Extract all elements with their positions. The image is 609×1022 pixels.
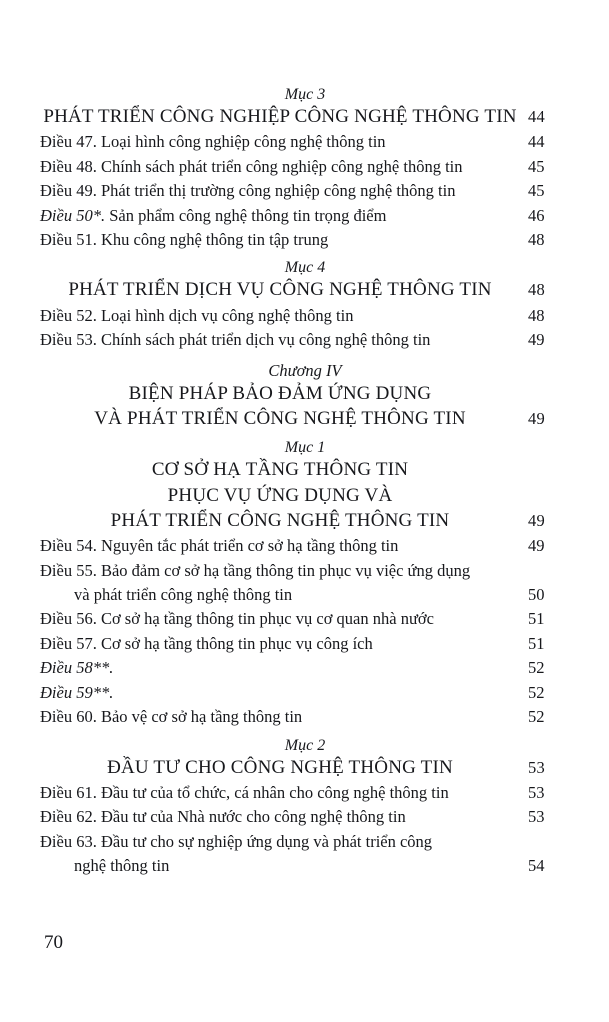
toc-entry-page: 49 <box>528 330 545 350</box>
toc-entry-text[interactable]: Điều 61. Đầu tư của tổ chức, cá nhân cho công nghệ thông tin <box>40 782 449 802</box>
toc-entry <box>40 681 570 704</box>
toc-entry-page: 48 <box>528 305 545 325</box>
toc-entry-text[interactable]: Điều 62. Đầu tư của Nhà nước cho công nghệ thông tin <box>40 807 406 827</box>
section-label-muc: Mục 2 <box>284 736 326 754</box>
toc-heading-text: PHỤC VỤ ỨNG DỤNG VÀ <box>167 484 393 506</box>
toc-entry-text[interactable]: Điều 54. Nguyên tắc phát triển cơ sở hạ tầng thông tin <box>40 536 399 556</box>
toc-entry-text[interactable]: Điều 51. Khu công nghệ thông tin tập trung <box>40 230 329 249</box>
table-of-contents <box>40 78 570 878</box>
toc-entry <box>40 155 570 178</box>
toc-entry-text[interactable]: Điều 57. Cơ sở hạ tầng thông tin phục vụ công ích <box>40 633 373 653</box>
toc-entry-page: 51 <box>528 609 545 629</box>
toc-heading <box>40 756 570 780</box>
toc-heading-text: PHÁT TRIỂN DỊCH VỤ CÔNG NGHỆ THÔNG TIN <box>68 279 492 301</box>
toc-entry-page: 51 <box>528 633 545 653</box>
section-label-muc: Mục 4 <box>284 259 326 277</box>
toc-entry-text[interactable]: Điều 56. Cơ sở hạ tầng thông tin phục vụ cơ quan nhà nước <box>40 609 434 629</box>
toc-entry-page: 52 <box>528 682 545 702</box>
toc-entry <box>40 656 570 679</box>
toc-heading-text: CƠ SỞ HẠ TẦNG THÔNG TIN <box>151 459 409 481</box>
toc-entry-continuation <box>40 583 570 606</box>
toc-entry-text[interactable]: và phát triển công nghệ thông tin <box>74 584 293 604</box>
toc-heading <box>40 278 570 302</box>
toc-entry-text[interactable]: Điều 60. Bảo vệ cơ sở hạ tầng thông tin <box>40 707 303 727</box>
toc-entry <box>40 559 570 582</box>
toc-entry-page: 52 <box>528 658 545 678</box>
toc-entry-continuation <box>40 854 570 877</box>
toc-heading <box>40 382 570 406</box>
toc-entry <box>40 830 570 853</box>
toc-entry-page: 52 <box>528 707 545 727</box>
toc-entry-text[interactable] <box>40 204 520 227</box>
toc-entry <box>40 179 570 202</box>
toc-entry-page: 44 <box>528 132 545 152</box>
toc-entry-text[interactable]: Điều 58**. <box>40 658 114 678</box>
toc-entry-lead: Điều 50*. <box>40 205 106 225</box>
toc-entry-page: 44 <box>528 107 545 126</box>
section-label-chuong: Chương IV <box>268 360 342 380</box>
toc-entry-text[interactable]: Điều 48. Chính sách phát triển công nghiệp công nghệ thông tin <box>40 156 463 176</box>
toc-entry <box>40 781 570 804</box>
toc-entry <box>40 204 570 227</box>
toc-entry-page: 53 <box>528 807 545 827</box>
toc-entry <box>40 328 570 351</box>
toc-entry <box>40 805 570 828</box>
toc-heading <box>40 484 570 508</box>
toc-entry <box>40 228 570 251</box>
toc-entry-page: 45 <box>528 156 545 176</box>
toc-entry-page: 50 <box>528 584 545 604</box>
toc-heading <box>40 105 570 129</box>
toc-entry <box>40 534 570 557</box>
toc-entry <box>40 304 570 327</box>
toc-entry-text[interactable]: Điều 52. Loại hình dịch vụ công nghệ thông tin <box>40 305 354 325</box>
toc-entry-page: 49 <box>528 536 545 556</box>
toc-entry-page: 48 <box>528 230 545 249</box>
toc-heading <box>40 458 570 482</box>
toc-entry-page: 53 <box>528 782 545 802</box>
toc-entry-text[interactable]: Điều 55. Bảo đảm cơ sở hạ tầng thông tin phục vụ việc ứng dụng <box>40 560 471 580</box>
toc-entry <box>40 705 570 728</box>
toc-entry-text[interactable]: nghệ thông tin <box>74 856 170 876</box>
toc-entry-text[interactable]: Điều 53. Chính sách phát triển dịch vụ công nghệ thông tin <box>40 330 431 350</box>
toc-heading-text: ĐẦU TƯ CHO CÔNG NGHỆ THÔNG TIN <box>107 756 453 778</box>
page-number: 70 <box>44 932 63 953</box>
toc-entry <box>40 130 570 153</box>
toc-entry <box>40 632 570 655</box>
section-label-muc: Mục 1 <box>284 439 326 457</box>
toc-entry-text[interactable]: Điều 63. Đầu tư cho sự nghiệp ứng dụng và phát triển công <box>40 831 433 851</box>
toc-entry-text[interactable]: Điều 59**. <box>40 682 114 702</box>
toc-heading <box>40 509 570 533</box>
toc-entry <box>40 607 570 630</box>
toc-entry-page: 46 <box>528 205 545 225</box>
toc-entry-page: 45 <box>528 181 545 201</box>
toc-entry-page: 54 <box>528 856 545 876</box>
section-label-muc: Mục 3 <box>284 86 326 103</box>
toc-entry-page: 53 <box>528 757 545 777</box>
toc-entry-rest: Sản phẩm công nghệ thông tin trọng điểm <box>105 205 387 225</box>
toc-heading <box>40 407 570 431</box>
toc-heading-text: VÀ PHÁT TRIỂN CÔNG NGHỆ THÔNG TIN <box>94 407 466 429</box>
toc-heading-text: BIỆN PHÁP BẢO ĐẢM ỨNG DỤNG <box>128 382 432 404</box>
toc-entry-page: 49 <box>528 408 545 428</box>
toc-entry-text[interactable]: Điều 47. Loại hình công nghiệp công nghệ thông tin <box>40 132 386 152</box>
toc-entry-page: 49 <box>528 510 545 530</box>
toc-entry-text[interactable]: Điều 49. Phát triển thị trường công nghiệp công nghệ thông tin <box>40 181 456 201</box>
toc-entry-page: 48 <box>528 280 545 300</box>
toc-heading-text: PHÁT TRIỂN CÔNG NGHIỆP CÔNG NGHỆ THÔNG TIN <box>43 106 517 127</box>
toc-heading-text: PHÁT TRIỂN CÔNG NGHỆ THÔNG TIN <box>110 509 450 531</box>
